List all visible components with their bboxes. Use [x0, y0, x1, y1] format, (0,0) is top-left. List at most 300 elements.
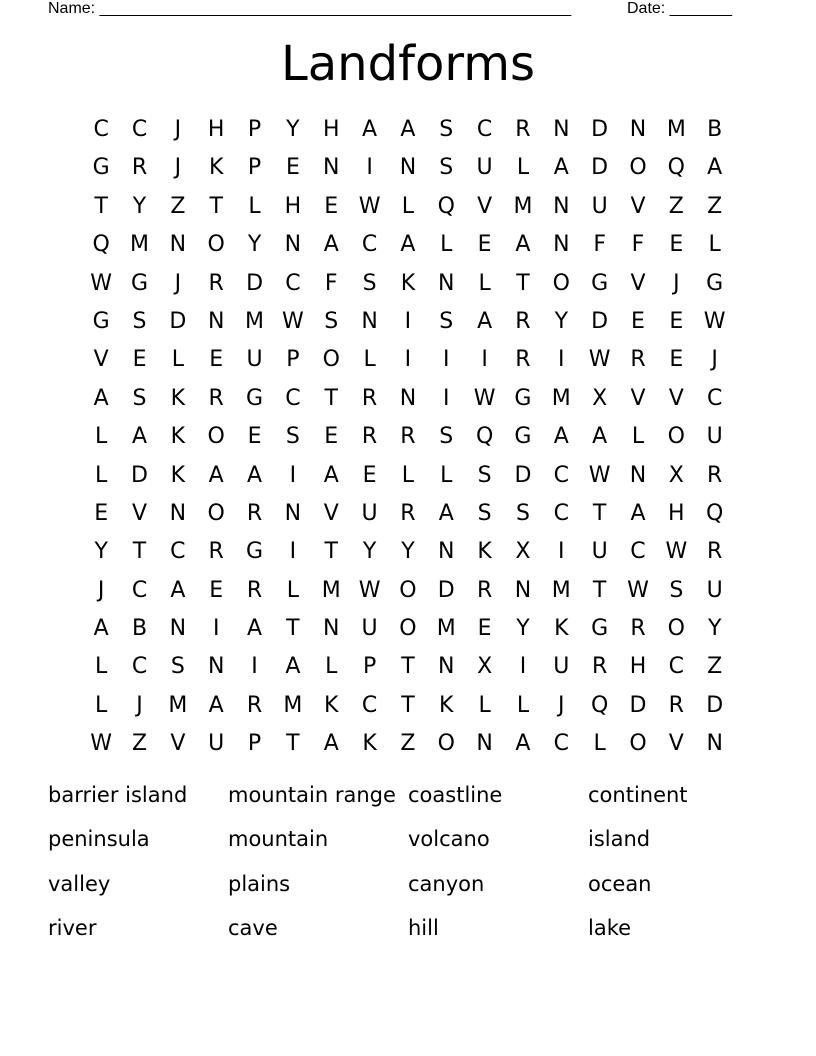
grid-letter[interactable]: E — [285, 155, 300, 181]
grid-letter[interactable]: E — [669, 308, 684, 334]
grid-letter[interactable]: I — [443, 347, 450, 373]
grid-letter[interactable]: L — [631, 424, 645, 450]
grid-letter[interactable]: N — [169, 500, 187, 526]
grid-letter[interactable]: P — [362, 654, 377, 680]
grid-letter[interactable]: R — [707, 462, 723, 488]
grid-letter[interactable]: K — [439, 692, 454, 718]
grid-row — [82, 687, 734, 725]
grid-letter[interactable]: T — [132, 539, 147, 565]
grid-letter[interactable]: Y — [247, 232, 262, 258]
grid-letter[interactable]: W — [282, 308, 304, 334]
date-field[interactable]: Date: _______ — [627, 0, 732, 17]
word-bank-item: continent — [588, 783, 688, 807]
grid-letter[interactable]: E — [94, 500, 109, 526]
grid-letter[interactable]: Y — [401, 539, 415, 565]
grid-letter[interactable]: G — [706, 270, 724, 296]
grid-letter[interactable]: J — [174, 270, 182, 296]
grid-letter[interactable]: X — [668, 462, 684, 488]
grid-letter[interactable]: A — [553, 155, 569, 181]
grid-letter[interactable]: I — [404, 347, 412, 373]
grid-letter[interactable]: L — [286, 577, 300, 603]
grid-letter[interactable]: V — [630, 385, 646, 411]
grid-letter[interactable]: P — [247, 117, 262, 142]
grid-letter[interactable]: L — [95, 424, 108, 450]
grid-letter[interactable]: Y — [516, 616, 530, 642]
grid-letter[interactable]: A — [515, 731, 531, 757]
grid-letter[interactable]: Z — [131, 731, 148, 757]
grid-letter[interactable]: Y — [554, 308, 569, 334]
grid-letter[interactable]: N — [284, 232, 302, 258]
grid-letter[interactable]: A — [630, 500, 646, 526]
grid-letter[interactable]: A — [323, 731, 339, 757]
grid-letter[interactable]: N — [438, 654, 455, 680]
grid-letter[interactable]: C — [361, 692, 378, 718]
grid-letter[interactable]: L — [248, 193, 261, 219]
grid-letter[interactable]: G — [92, 155, 110, 181]
grid-letter[interactable]: I — [366, 155, 373, 181]
grid-letter[interactable]: Y — [362, 539, 377, 565]
grid-letter[interactable]: R — [400, 424, 416, 450]
grid-letter[interactable]: E — [324, 193, 339, 219]
grid-letter[interactable]: L — [95, 462, 108, 488]
grid-letter[interactable]: D — [169, 308, 187, 334]
grid-letter[interactable]: R — [361, 424, 378, 450]
grid-letter[interactable]: T — [401, 654, 415, 680]
grid-letter[interactable]: E — [669, 347, 684, 373]
grid-letter[interactable]: I — [443, 385, 450, 411]
grid-letter[interactable]: R — [668, 692, 684, 718]
grid-letter[interactable]: I — [558, 539, 565, 565]
grid-letter[interactable]: L — [401, 462, 415, 488]
grid-letter[interactable]: U — [246, 347, 263, 373]
grid-letter[interactable]: E — [362, 462, 377, 488]
grid-letter[interactable]: O — [399, 577, 417, 603]
grid-letter[interactable]: O — [399, 616, 417, 642]
grid-letter[interactable]: R — [515, 117, 531, 142]
grid-letter[interactable]: A — [170, 577, 186, 603]
grid-letter[interactable]: I — [519, 654, 527, 680]
grid-letter[interactable]: I — [251, 654, 258, 680]
grid-letter[interactable]: O — [322, 347, 340, 373]
grid-letter[interactable]: L — [516, 692, 530, 718]
grid-letter[interactable]: D — [629, 692, 647, 718]
grid-letter[interactable]: L — [325, 654, 338, 680]
grid-letter[interactable]: Q — [92, 232, 110, 258]
grid-letter[interactable]: I — [212, 616, 220, 642]
grid-letter[interactable]: S — [439, 424, 454, 450]
grid-letter[interactable]: G — [246, 385, 264, 411]
grid-letter[interactable]: E — [477, 232, 492, 258]
grid-letter[interactable]: N — [706, 731, 723, 757]
grid-letter[interactable]: E — [324, 424, 339, 450]
grid-letter[interactable]: A — [323, 462, 339, 488]
grid-letter[interactable]: T — [324, 539, 338, 565]
grid-letter[interactable]: D — [131, 462, 148, 488]
grid-letter[interactable]: P — [286, 347, 300, 373]
grid-letter[interactable]: E — [669, 232, 684, 258]
grid-letter[interactable]: R — [515, 308, 531, 334]
grid-letter[interactable]: L — [401, 193, 415, 219]
grid-letter[interactable]: N — [553, 232, 570, 258]
grid-letter[interactable]: D — [591, 117, 609, 142]
grid-row — [82, 380, 734, 418]
grid-letter[interactable]: N — [629, 117, 647, 142]
grid-letter[interactable]: O — [437, 731, 455, 757]
grid-letter[interactable]: R — [707, 539, 723, 565]
grid-letter[interactable]: C — [131, 577, 148, 603]
grid-letter[interactable]: K — [324, 692, 339, 718]
grid-letter[interactable]: O — [552, 270, 570, 296]
grid-letter[interactable]: S — [285, 424, 300, 450]
grid-letter[interactable]: U — [553, 654, 570, 680]
grid-letter[interactable]: O — [667, 424, 685, 450]
grid-letter[interactable]: G — [130, 270, 149, 296]
grid-letter[interactable]: M — [551, 577, 571, 603]
grid-letter[interactable]: R — [246, 577, 263, 603]
grid-letter[interactable]: P — [247, 731, 262, 757]
grid-letter[interactable]: N — [169, 616, 187, 642]
grid-letter[interactable]: K — [208, 155, 224, 181]
grid-letter[interactable]: Q — [590, 692, 609, 718]
grid-letter[interactable]: I — [404, 308, 412, 334]
grid-letter[interactable]: S — [170, 654, 185, 680]
grid-letter[interactable]: J — [174, 155, 182, 181]
grid-letter[interactable]: N — [323, 616, 340, 642]
grid-letter[interactable]: X — [592, 385, 608, 411]
grid-letter[interactable]: J — [136, 692, 143, 718]
grid-letter[interactable]: X — [477, 654, 493, 680]
grid-letter[interactable]: R — [208, 385, 224, 411]
grid-letter[interactable]: L — [440, 462, 453, 488]
grid-letter[interactable]: A — [362, 117, 378, 142]
grid-letter[interactable]: G — [591, 270, 609, 296]
grid-letter[interactable]: C — [131, 117, 148, 142]
grid-letter[interactable]: R — [208, 270, 224, 296]
grid-letter[interactable]: S — [439, 155, 454, 181]
grid-letter[interactable]: M — [168, 692, 188, 718]
word-bank-item: mountain range — [228, 783, 396, 807]
grid-letter[interactable]: Y — [286, 117, 300, 142]
grid-letter[interactable]: A — [93, 385, 109, 411]
grid-letter[interactable]: Y — [132, 193, 147, 219]
grid-letter[interactable]: N — [553, 193, 570, 219]
grid-row — [82, 111, 734, 149]
grid-letter[interactable]: N — [207, 654, 225, 680]
grid-letter[interactable]: I — [481, 347, 488, 373]
grid-letter[interactable]: M — [283, 692, 303, 718]
grid-letter[interactable]: N — [399, 155, 417, 181]
grid-letter[interactable]: A — [592, 424, 608, 450]
grid-letter[interactable]: Q — [437, 193, 455, 219]
grid-letter[interactable]: D — [246, 270, 264, 296]
grid-letter[interactable]: I — [289, 539, 297, 565]
grid-letter[interactable]: T — [401, 692, 415, 718]
grid-letter[interactable]: M — [666, 117, 686, 142]
grid-letter[interactable]: S — [669, 577, 684, 603]
grid-letter[interactable]: O — [207, 424, 225, 450]
grid-letter[interactable]: A — [477, 308, 493, 334]
grid-letter[interactable]: C — [285, 385, 301, 411]
grid-letter[interactable]: C — [630, 539, 646, 565]
grid-letter[interactable]: W — [358, 577, 381, 603]
grid-row — [82, 303, 734, 341]
grid-letter[interactable]: A — [515, 232, 531, 258]
grid-letter[interactable]: N — [438, 270, 455, 296]
grid-letter[interactable]: D — [514, 462, 532, 488]
grid-letter[interactable]: K — [400, 270, 416, 296]
grid-letter[interactable]: T — [592, 577, 607, 603]
grid-letter[interactable]: V — [170, 731, 186, 757]
grid-letter[interactable]: R — [591, 654, 608, 680]
grid-letter[interactable]: C — [706, 385, 723, 411]
grid-letter[interactable]: G — [246, 539, 264, 565]
grid-letter[interactable]: W — [358, 193, 381, 219]
grid-letter[interactable]: Z — [668, 193, 684, 219]
grid-letter[interactable]: I — [289, 462, 297, 488]
grid-letter[interactable]: Z — [170, 193, 186, 219]
grid-letter[interactable]: W — [588, 347, 611, 373]
grid-letter[interactable]: L — [708, 232, 721, 258]
grid-letter[interactable]: N — [207, 308, 225, 334]
grid-letter[interactable]: V — [630, 270, 646, 296]
grid-letter[interactable]: L — [171, 347, 184, 373]
grid-letter[interactable]: S — [477, 500, 492, 526]
grid-letter[interactable]: O — [629, 731, 647, 757]
grid-letter[interactable]: T — [324, 385, 338, 411]
grid-letter[interactable]: E — [209, 347, 224, 373]
grid-letter[interactable]: R — [361, 385, 378, 411]
grid-letter[interactable]: E — [631, 308, 645, 334]
grid-letter[interactable]: U — [591, 539, 608, 565]
grid-letter[interactable]: H — [284, 193, 302, 219]
grid-letter[interactable]: U — [706, 424, 723, 450]
grid-letter[interactable]: M — [513, 193, 533, 219]
grid-letter[interactable]: L — [95, 654, 108, 680]
grid-letter[interactable]: A — [438, 500, 454, 526]
grid-letter[interactable]: U — [361, 500, 378, 526]
grid-letter[interactable]: E — [247, 424, 262, 450]
grid-letter[interactable]: L — [516, 155, 530, 181]
grid-letter[interactable]: D — [437, 577, 455, 603]
grid-letter[interactable]: U — [591, 193, 608, 219]
grid-letter[interactable]: W — [588, 462, 611, 488]
grid-letter[interactable]: A — [323, 232, 339, 258]
grid-letter[interactable]: C — [553, 500, 569, 526]
grid-letter[interactable]: H — [322, 117, 340, 142]
grid-letter[interactable]: A — [400, 117, 416, 142]
grid-letter[interactable]: O — [629, 155, 647, 181]
grid-letter[interactable]: V — [131, 500, 148, 526]
grid-letter[interactable]: A — [247, 462, 263, 488]
grid-letter[interactable]: G — [514, 424, 532, 450]
grid-letter[interactable]: V — [668, 731, 684, 757]
grid-letter[interactable]: V — [323, 500, 339, 526]
grid-letter[interactable]: R — [246, 500, 263, 526]
grid-letter[interactable]: Z — [707, 193, 723, 219]
grid-letter[interactable]: C — [553, 462, 569, 488]
grid-letter[interactable]: G — [591, 616, 609, 642]
grid-letter[interactable]: T — [592, 500, 607, 526]
grid-letter[interactable]: A — [208, 692, 224, 718]
grid-letter[interactable]: W — [627, 577, 649, 603]
grid-letter[interactable]: A — [247, 616, 263, 642]
grid-letter[interactable]: N — [399, 385, 417, 411]
grid-letter[interactable]: U — [208, 731, 225, 757]
grid-letter[interactable]: S — [439, 117, 454, 142]
grid-letter[interactable]: S — [477, 462, 492, 488]
grid-letter[interactable]: L — [478, 270, 491, 296]
grid-letter[interactable]: O — [207, 500, 225, 526]
grid-letter[interactable]: K — [554, 616, 569, 642]
grid-letter[interactable]: S — [324, 308, 339, 334]
grid-letter[interactable]: S — [132, 308, 147, 334]
grid-letter[interactable]: W — [473, 385, 496, 411]
grid-letter[interactable]: A — [400, 232, 416, 258]
grid-letter[interactable]: T — [94, 193, 108, 219]
grid-letter[interactable]: F — [593, 232, 606, 258]
grid-letter[interactable]: B — [707, 117, 723, 142]
grid-letter[interactable]: N — [476, 731, 493, 757]
grid-letter[interactable]: W — [90, 731, 113, 757]
grid-letter[interactable]: K — [170, 385, 186, 411]
grid-letter[interactable]: J — [711, 347, 718, 373]
grid-letter[interactable]: M — [245, 308, 265, 334]
grid-letter[interactable]: Z — [707, 654, 723, 680]
word-bank-item: mountain — [228, 827, 329, 852]
grid-letter[interactable]: U — [361, 616, 378, 642]
grid-letter[interactable]: S — [362, 270, 377, 296]
grid-letter[interactable]: T — [286, 731, 300, 757]
grid-letter[interactable]: J — [97, 577, 105, 603]
grid-letter[interactable]: G — [92, 308, 110, 334]
grid-letter[interactable]: H — [668, 500, 685, 526]
grid-letter[interactable]: Q — [706, 500, 724, 526]
grid-letter[interactable]: W — [703, 308, 726, 334]
grid-row — [82, 648, 734, 686]
name-field[interactable]: Name: _____________________________________________________ — [48, 0, 572, 17]
grid-letter[interactable]: S — [439, 308, 454, 334]
grid-letter[interactable]: C — [361, 232, 378, 258]
grid-letter[interactable]: M — [551, 385, 571, 411]
grid-letter[interactable]: N — [323, 155, 340, 181]
grid-letter[interactable]: N — [514, 577, 532, 603]
grid-letter[interactable]: Q — [475, 424, 494, 450]
grid-letter[interactable]: R — [208, 539, 224, 565]
grid-letter[interactable]: C — [285, 270, 301, 296]
grid-letter[interactable]: D — [591, 308, 609, 334]
grid-letter[interactable]: R — [131, 155, 148, 181]
grid-letter[interactable]: U — [476, 155, 493, 181]
grid-letter[interactable]: N — [361, 308, 378, 334]
grid-letter[interactable]: K — [170, 424, 186, 450]
grid-letter[interactable]: N — [629, 462, 647, 488]
grid-letter[interactable]: X — [515, 539, 531, 565]
grid-letter[interactable]: N — [438, 539, 455, 565]
grid-letter[interactable]: C — [668, 654, 685, 680]
grid-letter[interactable]: T — [209, 193, 223, 219]
grid-letter[interactable]: L — [363, 347, 376, 373]
grid-letter[interactable]: C — [476, 117, 493, 142]
grid-letter[interactable]: E — [132, 347, 147, 373]
grid-letter[interactable]: F — [631, 232, 645, 258]
grid-letter[interactable]: M — [130, 232, 149, 258]
grid-letter[interactable]: S — [515, 500, 530, 526]
grid-letter[interactable]: Y — [707, 616, 722, 642]
grid-letter[interactable]: K — [170, 462, 186, 488]
grid-letter[interactable]: N — [169, 232, 187, 258]
grid-letter[interactable]: K — [477, 539, 492, 565]
grid-letter[interactable]: T — [516, 270, 530, 296]
grid-letter[interactable]: N — [553, 117, 570, 142]
grid-letter[interactable]: O — [667, 616, 685, 642]
grid-letter[interactable]: A — [93, 616, 109, 642]
grid-letter[interactable]: B — [131, 616, 148, 642]
grid-letter[interactable]: P — [247, 155, 262, 181]
grid-letter[interactable]: H — [207, 117, 225, 142]
grid-letter[interactable]: Y — [94, 539, 108, 565]
grid-letter[interactable]: E — [209, 577, 224, 603]
grid-letter[interactable]: U — [706, 577, 723, 603]
grid-letter[interactable]: D — [706, 692, 724, 718]
grid-letter[interactable]: H — [629, 654, 647, 680]
grid-letter[interactable]: L — [593, 731, 606, 757]
grid-letter[interactable]: V — [630, 193, 646, 219]
grid-letter[interactable]: J — [174, 117, 182, 142]
grid-letter[interactable]: Q — [667, 155, 685, 181]
grid-letter[interactable]: Z — [400, 731, 416, 757]
grid-letter[interactable]: M — [436, 616, 456, 642]
grid-letter[interactable]: J — [558, 692, 565, 718]
grid-letter[interactable]: D — [591, 155, 609, 181]
grid-letter[interactable]: W — [665, 539, 688, 565]
grid-letter[interactable]: A — [131, 424, 148, 450]
grid-letter[interactable]: C — [553, 731, 569, 757]
grid-letter[interactable]: R — [246, 692, 263, 718]
grid-letter[interactable]: R — [400, 500, 416, 526]
grid-letter[interactable]: V — [93, 347, 109, 373]
grid-letter[interactable]: R — [630, 616, 646, 642]
grid-letter[interactable]: L — [440, 232, 453, 258]
grid-letter[interactable]: V — [477, 193, 493, 219]
grid-letter[interactable]: M — [321, 577, 341, 603]
grid-letter[interactable]: N — [284, 500, 302, 526]
grid-letter[interactable]: R — [630, 347, 646, 373]
grid-letter[interactable]: C — [131, 654, 148, 680]
grid-letter[interactable]: R — [476, 577, 493, 603]
grid-letter[interactable]: C — [93, 117, 109, 142]
grid-letter[interactable]: W — [90, 270, 113, 296]
grid-letter[interactable]: A — [208, 462, 224, 488]
grid-letter[interactable]: K — [362, 731, 377, 757]
grid-letter[interactable]: O — [207, 232, 225, 258]
grid-letter[interactable]: A — [707, 155, 723, 181]
grid-letter[interactable]: E — [477, 616, 492, 642]
grid-letter[interactable]: G — [514, 385, 532, 411]
grid-letter[interactable]: A — [285, 654, 301, 680]
grid-letter[interactable]: V — [668, 385, 684, 411]
grid-letter[interactable]: A — [553, 424, 569, 450]
grid-letter[interactable]: L — [95, 692, 108, 718]
grid-letter[interactable]: L — [478, 692, 491, 718]
grid-row — [82, 341, 734, 379]
grid-letter[interactable]: F — [324, 270, 338, 296]
grid-letter[interactable]: J — [673, 270, 680, 296]
grid-letter[interactable]: R — [515, 347, 531, 373]
grid-letter[interactable]: C — [170, 539, 186, 565]
grid-letter[interactable]: T — [286, 616, 300, 642]
grid-letter[interactable]: I — [558, 347, 565, 373]
grid-letter[interactable]: S — [132, 385, 147, 411]
